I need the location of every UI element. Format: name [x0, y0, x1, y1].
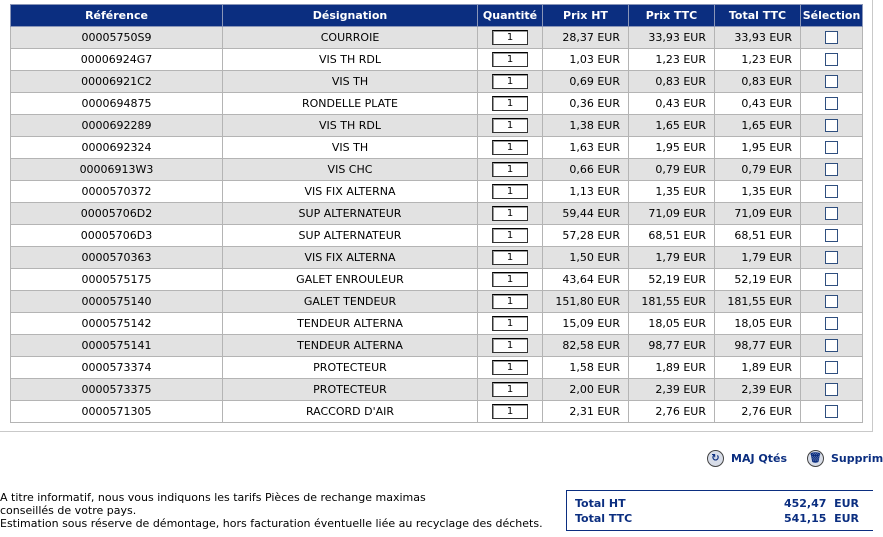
table-row — [11, 357, 863, 379]
cell-reference: 0000571305 — [11, 401, 223, 423]
selection-checkbox[interactable] — [825, 295, 838, 308]
table-row — [11, 49, 863, 71]
total-ht-value: 452,47 EUR — [783, 497, 859, 510]
header-prix-ttc[interactable]: Prix TTC — [629, 5, 715, 27]
notice-line-2: conseillés de votre pays. — [0, 504, 137, 517]
quantity-input[interactable] — [492, 272, 528, 287]
cell-quantite — [478, 159, 543, 181]
cell-prix-ht: 1,03 EUR — [543, 49, 629, 71]
cell-prix-ttc: 0,43 EUR — [629, 93, 715, 115]
quantity-input[interactable] — [492, 162, 528, 177]
cell-reference: 0000575142 — [11, 313, 223, 335]
table-row — [11, 379, 863, 401]
cell-designation: VIS TH RDL — [223, 49, 478, 71]
cell-prix-ttc: 71,09 EUR — [629, 203, 715, 225]
cell-quantite — [478, 181, 543, 203]
cell-quantite — [478, 357, 543, 379]
cell-quantite — [478, 71, 543, 93]
cell-prix-ht: 82,58 EUR — [543, 335, 629, 357]
cell-total-ttc: 1,35 EUR — [715, 181, 801, 203]
cell-reference: 00005706D3 — [11, 225, 223, 247]
cell-prix-ht: 0,36 EUR — [543, 93, 629, 115]
cell-designation: VIS CHC — [223, 159, 478, 181]
selection-checkbox[interactable] — [825, 97, 838, 110]
cell-selection — [801, 159, 863, 181]
cell-quantite — [478, 137, 543, 159]
cell-prix-ttc: 52,19 EUR — [629, 269, 715, 291]
cell-prix-ht: 1,58 EUR — [543, 357, 629, 379]
cell-total-ttc: 0,79 EUR — [715, 159, 801, 181]
quantity-input[interactable] — [492, 184, 528, 199]
selection-checkbox[interactable] — [825, 361, 838, 374]
cell-prix-ttc: 1,35 EUR — [629, 181, 715, 203]
total-ttc-value: 541,15 EUR — [783, 512, 859, 525]
cell-total-ttc: 1,23 EUR — [715, 49, 801, 71]
cell-prix-ttc: 1,89 EUR — [629, 357, 715, 379]
cell-quantite — [478, 335, 543, 357]
selection-checkbox[interactable] — [825, 53, 838, 66]
cell-prix-ht: 2,00 EUR — [543, 379, 629, 401]
cell-reference: 0000692289 — [11, 115, 223, 137]
cell-selection — [801, 379, 863, 401]
cell-prix-ht: 151,80 EUR — [543, 291, 629, 313]
cell-selection — [801, 27, 863, 49]
cell-selection — [801, 225, 863, 247]
cell-prix-ht: 2,31 EUR — [543, 401, 629, 423]
quantity-input[interactable] — [492, 360, 528, 375]
cell-designation: SUP ALTERNATEUR — [223, 203, 478, 225]
quantity-input[interactable] — [492, 338, 528, 353]
cell-prix-ttc: 68,51 EUR — [629, 225, 715, 247]
cell-quantite — [478, 115, 543, 137]
cell-prix-ttc: 1,79 EUR — [629, 247, 715, 269]
cell-total-ttc: 1,89 EUR — [715, 357, 801, 379]
cell-selection — [801, 401, 863, 423]
table-row — [11, 137, 863, 159]
maj-qtes-button[interactable] — [707, 450, 787, 467]
cell-designation: PROTECTEUR — [223, 379, 478, 401]
refresh-icon: ↻ — [707, 450, 724, 467]
cell-reference: 0000573374 — [11, 357, 223, 379]
quantity-input[interactable] — [492, 294, 528, 309]
cell-prix-ht: 43,64 EUR — [543, 269, 629, 291]
maj-qtes-label: MAJ Qtés — [731, 452, 787, 465]
cell-designation: TENDEUR ALTERNA — [223, 335, 478, 357]
parts-table — [10, 4, 863, 423]
quantity-input[interactable] — [492, 52, 528, 67]
cell-total-ttc: 2,39 EUR — [715, 379, 801, 401]
cell-selection — [801, 93, 863, 115]
totals-box — [566, 490, 873, 531]
cell-designation: COURROIE — [223, 27, 478, 49]
cell-total-ttc: 181,55 EUR — [715, 291, 801, 313]
header-reference[interactable]: Référence — [11, 5, 223, 27]
quantity-input[interactable] — [492, 118, 528, 133]
cell-reference: 00005750S9 — [11, 27, 223, 49]
quantity-input[interactable] — [492, 228, 528, 243]
supprimer-button[interactable] — [807, 450, 883, 467]
cell-quantite — [478, 93, 543, 115]
cell-designation: SUP ALTERNATEUR — [223, 225, 478, 247]
cell-prix-ttc: 181,55 EUR — [629, 291, 715, 313]
selection-checkbox[interactable] — [825, 339, 838, 352]
cell-designation: VIS FIX ALTERNA — [223, 181, 478, 203]
cell-reference: 0000570363 — [11, 247, 223, 269]
cell-prix-ttc: 1,23 EUR — [629, 49, 715, 71]
cell-total-ttc: 0,83 EUR — [715, 71, 801, 93]
cell-selection — [801, 269, 863, 291]
header-prix-ht[interactable]: Prix HT — [543, 5, 629, 27]
cell-reference: 00006913W3 — [11, 159, 223, 181]
cell-selection — [801, 247, 863, 269]
cell-quantite — [478, 247, 543, 269]
cell-reference: 0000575140 — [11, 291, 223, 313]
selection-checkbox[interactable] — [825, 383, 838, 396]
selection-checkbox[interactable] — [825, 31, 838, 44]
cell-prix-ttc: 18,05 EUR — [629, 313, 715, 335]
cell-quantite — [478, 269, 543, 291]
cell-reference: 0000692324 — [11, 137, 223, 159]
selection-checkbox[interactable] — [825, 229, 838, 242]
cell-prix-ttc: 2,76 EUR — [629, 401, 715, 423]
cell-selection — [801, 49, 863, 71]
quantity-input[interactable] — [492, 30, 528, 45]
table-row — [11, 291, 863, 313]
cell-reference: 00006924G7 — [11, 49, 223, 71]
table-row — [11, 401, 863, 423]
cell-selection — [801, 137, 863, 159]
selection-checkbox[interactable] — [825, 119, 838, 132]
cell-designation: TENDEUR ALTERNA — [223, 313, 478, 335]
selection-checkbox[interactable] — [825, 317, 838, 330]
table-row — [11, 269, 863, 291]
cell-reference: 0000573375 — [11, 379, 223, 401]
cell-designation: VIS TH — [223, 137, 478, 159]
table-row — [11, 313, 863, 335]
table-body — [11, 27, 863, 423]
cell-quantite — [478, 49, 543, 71]
cell-prix-ht: 57,28 EUR — [543, 225, 629, 247]
selection-checkbox[interactable] — [825, 185, 838, 198]
selection-checkbox[interactable] — [825, 163, 838, 176]
table-row — [11, 93, 863, 115]
selection-checkbox[interactable] — [825, 273, 838, 286]
cell-reference: 00006921C2 — [11, 71, 223, 93]
cell-total-ttc: 1,65 EUR — [715, 115, 801, 137]
cell-prix-ttc: 0,79 EUR — [629, 159, 715, 181]
table-row — [11, 115, 863, 137]
price-notice — [0, 491, 560, 530]
cell-prix-ttc: 98,77 EUR — [629, 335, 715, 357]
notice-line-1: A titre informatif, nous vous indiquons les tarifs Pièces de rechange maximas — [0, 491, 426, 504]
selection-checkbox[interactable] — [825, 405, 838, 418]
total-ht-label: Total HT — [575, 497, 626, 510]
cell-total-ttc: 71,09 EUR — [715, 203, 801, 225]
cell-selection — [801, 71, 863, 93]
cell-designation: PROTECTEUR — [223, 357, 478, 379]
cell-reference: 0000575141 — [11, 335, 223, 357]
cell-prix-ht: 1,38 EUR — [543, 115, 629, 137]
cell-prix-ht: 0,66 EUR — [543, 159, 629, 181]
header-designation[interactable]: Désignation — [223, 5, 478, 27]
selection-checkbox[interactable] — [825, 207, 838, 220]
cell-quantite — [478, 313, 543, 335]
cell-selection — [801, 181, 863, 203]
cell-selection — [801, 115, 863, 137]
quantity-input[interactable] — [492, 250, 528, 265]
cell-prix-ttc: 33,93 EUR — [629, 27, 715, 49]
cell-prix-ht: 0,69 EUR — [543, 71, 629, 93]
cell-prix-ttc: 2,39 EUR — [629, 379, 715, 401]
cell-reference: 0000575175 — [11, 269, 223, 291]
cell-total-ttc: 33,93 EUR — [715, 27, 801, 49]
header-quantite[interactable]: Quantité — [478, 5, 543, 27]
cell-quantite — [478, 401, 543, 423]
table-row — [11, 247, 863, 269]
quantity-input[interactable] — [492, 206, 528, 221]
trash-icon: 🗑 — [807, 450, 824, 467]
selection-checkbox[interactable] — [825, 75, 838, 88]
cell-prix-ht: 59,44 EUR — [543, 203, 629, 225]
cell-selection — [801, 203, 863, 225]
quantity-input[interactable] — [492, 96, 528, 111]
cell-designation: RONDELLE PLATE — [223, 93, 478, 115]
cell-total-ttc: 52,19 EUR — [715, 269, 801, 291]
header-selection[interactable]: Sélection — [801, 5, 863, 27]
cell-designation: RACCORD D'AIR — [223, 401, 478, 423]
quantity-input[interactable] — [492, 404, 528, 419]
cell-designation: VIS TH — [223, 71, 478, 93]
cell-total-ttc: 68,51 EUR — [715, 225, 801, 247]
quantity-input[interactable] — [492, 316, 528, 331]
cell-reference: 00005706D2 — [11, 203, 223, 225]
cell-total-ttc: 0,43 EUR — [715, 93, 801, 115]
cell-prix-ht: 1,13 EUR — [543, 181, 629, 203]
quantity-input[interactable] — [492, 74, 528, 89]
cell-designation: VIS FIX ALTERNA — [223, 247, 478, 269]
cell-quantite — [478, 27, 543, 49]
table-row — [11, 181, 863, 203]
table-row — [11, 71, 863, 93]
cell-quantite — [478, 291, 543, 313]
cell-designation: VIS TH RDL — [223, 115, 478, 137]
quantity-input[interactable] — [492, 382, 528, 397]
notice-line-3: Estimation sous réserve de démontage, hors facturation éventuelle liée au recyclage des déchets. — [0, 517, 543, 530]
cell-quantite — [478, 225, 543, 247]
cell-designation: GALET TENDEUR — [223, 291, 478, 313]
table-row — [11, 27, 863, 49]
table-row — [11, 159, 863, 181]
total-ttc-row — [575, 512, 859, 525]
table-row — [11, 335, 863, 357]
cell-prix-ttc: 1,65 EUR — [629, 115, 715, 137]
cell-selection — [801, 291, 863, 313]
quantity-input[interactable] — [492, 140, 528, 155]
cell-prix-ht: 28,37 EUR — [543, 27, 629, 49]
cell-reference: 0000694875 — [11, 93, 223, 115]
table-header-row — [11, 5, 863, 27]
table-row — [11, 225, 863, 247]
cell-selection — [801, 357, 863, 379]
selection-checkbox[interactable] — [825, 251, 838, 264]
cell-prix-ttc: 1,95 EUR — [629, 137, 715, 159]
cell-quantite — [478, 203, 543, 225]
cell-prix-ht: 1,50 EUR — [543, 247, 629, 269]
header-total-ttc[interactable]: Total TTC — [715, 5, 801, 27]
cell-prix-ht: 1,63 EUR — [543, 137, 629, 159]
selection-checkbox[interactable] — [825, 141, 838, 154]
cell-total-ttc: 98,77 EUR — [715, 335, 801, 357]
table-row — [11, 203, 863, 225]
cell-selection — [801, 335, 863, 357]
cell-total-ttc: 1,79 EUR — [715, 247, 801, 269]
cell-reference: 0000570372 — [11, 181, 223, 203]
cell-total-ttc: 2,76 EUR — [715, 401, 801, 423]
cell-quantite — [478, 379, 543, 401]
cell-total-ttc: 18,05 EUR — [715, 313, 801, 335]
cell-selection — [801, 313, 863, 335]
cell-designation: GALET ENROULEUR — [223, 269, 478, 291]
supprimer-label: Supprim — [831, 452, 883, 465]
cell-prix-ht: 15,09 EUR — [543, 313, 629, 335]
total-ttc-label: Total TTC — [575, 512, 633, 525]
cell-total-ttc: 1,95 EUR — [715, 137, 801, 159]
cell-prix-ttc: 0,83 EUR — [629, 71, 715, 93]
total-ht-row — [575, 497, 859, 510]
